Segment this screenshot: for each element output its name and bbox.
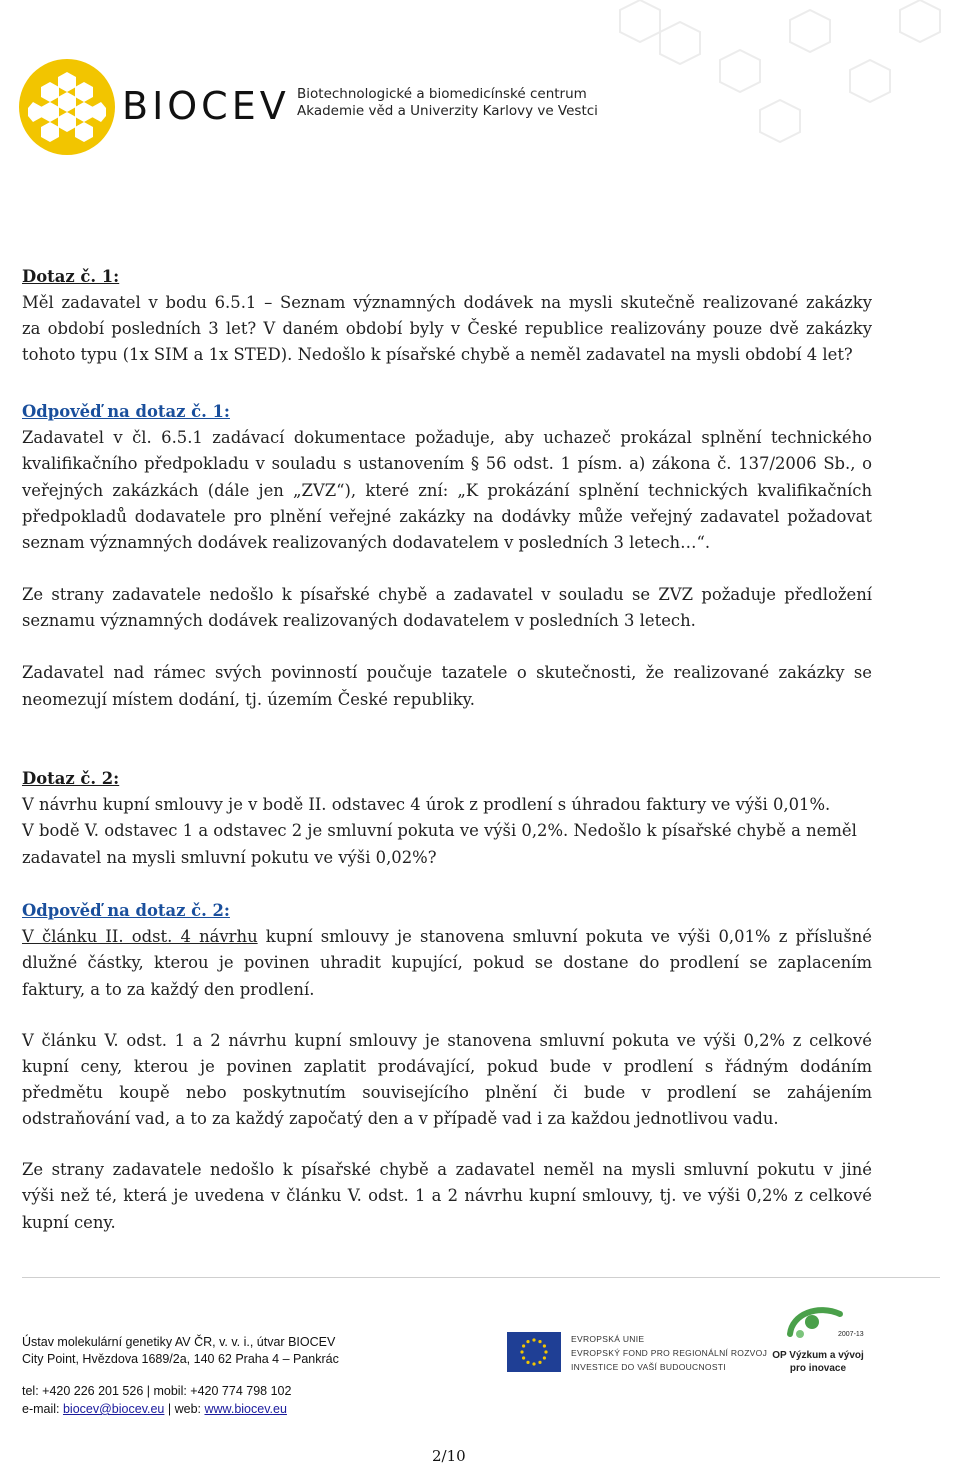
answer-line-text: kupní smlouvy je stanovena smluvní pokuta ve výši 0,01% z příslušné bbox=[257, 927, 872, 946]
answer-line: výši než té, která je uvedena v článku V. odst. 1 a 2 návrhu kupní smlouvy, tj. ve výši 0,2% z celkové bbox=[22, 1186, 872, 1205]
answer-line bbox=[22, 927, 872, 947]
web-link[interactable]: www.biocev.eu bbox=[204, 1402, 287, 1416]
footer-phone: tel: +420 226 201 526 | mobil: +420 774 798 102 bbox=[22, 1384, 292, 1398]
answer-line: veřejných zakázkách (dále jen „ZVZ“), které zní: „K prokázání splnění technických kvalifikačních bbox=[22, 481, 872, 500]
answer-line: kupní ceny, kterou je povinen zaplatit prodávající, pokud bude v prodlení s řádným dodáním bbox=[22, 1057, 872, 1076]
op-line1: OP Výzkum a vývoj bbox=[772, 1350, 864, 1361]
answer-line: Ze strany zadavatele nedošlo k písařské chybě a zadavatel v souladu se ZVZ požaduje předložení bbox=[22, 585, 872, 604]
email-label: e-mail: bbox=[22, 1402, 63, 1416]
answer-line: V článku V. odst. 1 a 2 návrhu kupní smlouvy je stanovena smluvní pokuta ve výši 0,2% z celkové bbox=[22, 1031, 872, 1050]
email-link[interactable]: biocev@biocev.eu bbox=[62, 1402, 165, 1416]
answer-line: odstraňování vad, a to za každý započatý den a v případě vad i za každou jednotlivou vadu. bbox=[22, 1109, 779, 1128]
brand-name: BIOCEV bbox=[122, 84, 290, 128]
question-line: V bodě V. odstavec 1 a odstavec 2 je smluvní pokuta ve výši 0,2%. Nedošlo k písařské chybě a neměl bbox=[22, 821, 857, 840]
question-line: za období posledních 3 let? V daném období byly v České republice realizovány pouze dvě zakázky bbox=[22, 319, 872, 338]
op-years: 2007-13 bbox=[838, 1331, 864, 1338]
answer-line: neomezují místem dodání, tj. územím České republiky. bbox=[22, 690, 475, 709]
question-line: V návrhu kupní smlouvy je v bodě II. odstavec 4 úrok z prodlení s úhradou faktury ve výši 0,01%. bbox=[22, 795, 831, 814]
answer-line: předmětu koupě nebo poskytnutím souvisejícího plnění či bude v prodlení se zahájením bbox=[22, 1083, 872, 1102]
question-2-heading: Dotaz č. 2: bbox=[22, 769, 120, 788]
biocev-logo bbox=[18, 58, 116, 156]
article-reference: V článku II. odst. 4 návrhu bbox=[22, 927, 258, 946]
answer-line: dlužné částky, kterou je povinen uhradit kupující, pokud se dostane do prodlení se zaplacením bbox=[22, 953, 872, 972]
answer-line: kvalifikačního předpokladu v souladu s ustanovením § 56 odst. 1 písm. a) zákona č. 137/2006 Sb., o bbox=[22, 454, 872, 473]
footer-address: City Point, Hvězdova 1689/2a, 140 62 Praha 4 – Pankrác bbox=[22, 1352, 339, 1366]
hexagon-decoration bbox=[560, 0, 960, 160]
answer-line: předpokladů dodavatele pro plnění veřejné zakázky na dodávky může veřejný zadavatel požadovat bbox=[22, 507, 872, 526]
answer-line: kupní ceny. bbox=[22, 1213, 116, 1232]
question-1-heading: Dotaz č. 1: bbox=[22, 267, 120, 286]
header-subtitle: Biotechnologické a biomedicínské centrum bbox=[297, 86, 587, 102]
answer-line: Zadavatel nad rámec svých povinností poučuje tazatele o skutečnosti, že realizované zakázky se bbox=[22, 663, 872, 682]
op-line2: pro inovace bbox=[789, 1363, 847, 1374]
footer-contacts bbox=[22, 1402, 287, 1416]
header-subtitle: Akademie věd a Univerzity Karlovy ve Vestci bbox=[297, 103, 598, 119]
web-label: | web: bbox=[164, 1402, 205, 1416]
answer-line: Zadavatel v čl. 6.5.1 zadávací dokumentace požaduje, aby uchazeč prokázal splnění technického bbox=[22, 428, 872, 447]
eu-flag-icon bbox=[507, 1332, 561, 1372]
question-line: tohoto typu (1x SIM a 1x STED). Nedošlo k písařské chybě a neměl zadavatel na mysli období 4 let? bbox=[22, 345, 853, 364]
eu-text: EVROPSKÝ FOND PRO REGIONÁLNÍ ROZVOJ bbox=[571, 1348, 768, 1358]
answer-line: faktury, a to za každý den prodlení. bbox=[22, 980, 315, 999]
question-line: Měl zadavatel v bodu 6.5.1 – Seznam významných dodávek na mysli skutečně realizované zakázky bbox=[22, 293, 872, 312]
answer-line: Ze strany zadavatele nedošlo k písařské chybě a zadavatel neměl na mysli smluvní pokutu v jiné bbox=[22, 1160, 872, 1179]
page-number: 2/10 bbox=[432, 1447, 466, 1465]
answer-2-heading: Odpověď na dotaz č. 2: bbox=[22, 901, 230, 920]
eu-text: INVESTICE DO VAŠÍ BUDOUCNOSTI bbox=[571, 1362, 726, 1372]
answer-line: seznamu významných dodávek realizovaných dodavatelem v posledních 3 letech. bbox=[22, 611, 696, 630]
footer-org: Ústav molekulární genetiky AV ČR, v. v. i., útvar BIOCEV bbox=[22, 1335, 336, 1349]
answer-1-heading: Odpověď na dotaz č. 1: bbox=[22, 402, 230, 421]
question-line: zadavatel na mysli smluvní pokutu ve výši 0,02%? bbox=[22, 848, 437, 867]
eu-text: EVROPSKÁ UNIE bbox=[571, 1334, 645, 1344]
op-vavpi-logo bbox=[772, 1300, 864, 1378]
footer-divider bbox=[22, 1277, 940, 1278]
answer-line: seznam významných dodávek realizovaných dodavatelem v posledních 3 letech…“. bbox=[22, 533, 711, 552]
